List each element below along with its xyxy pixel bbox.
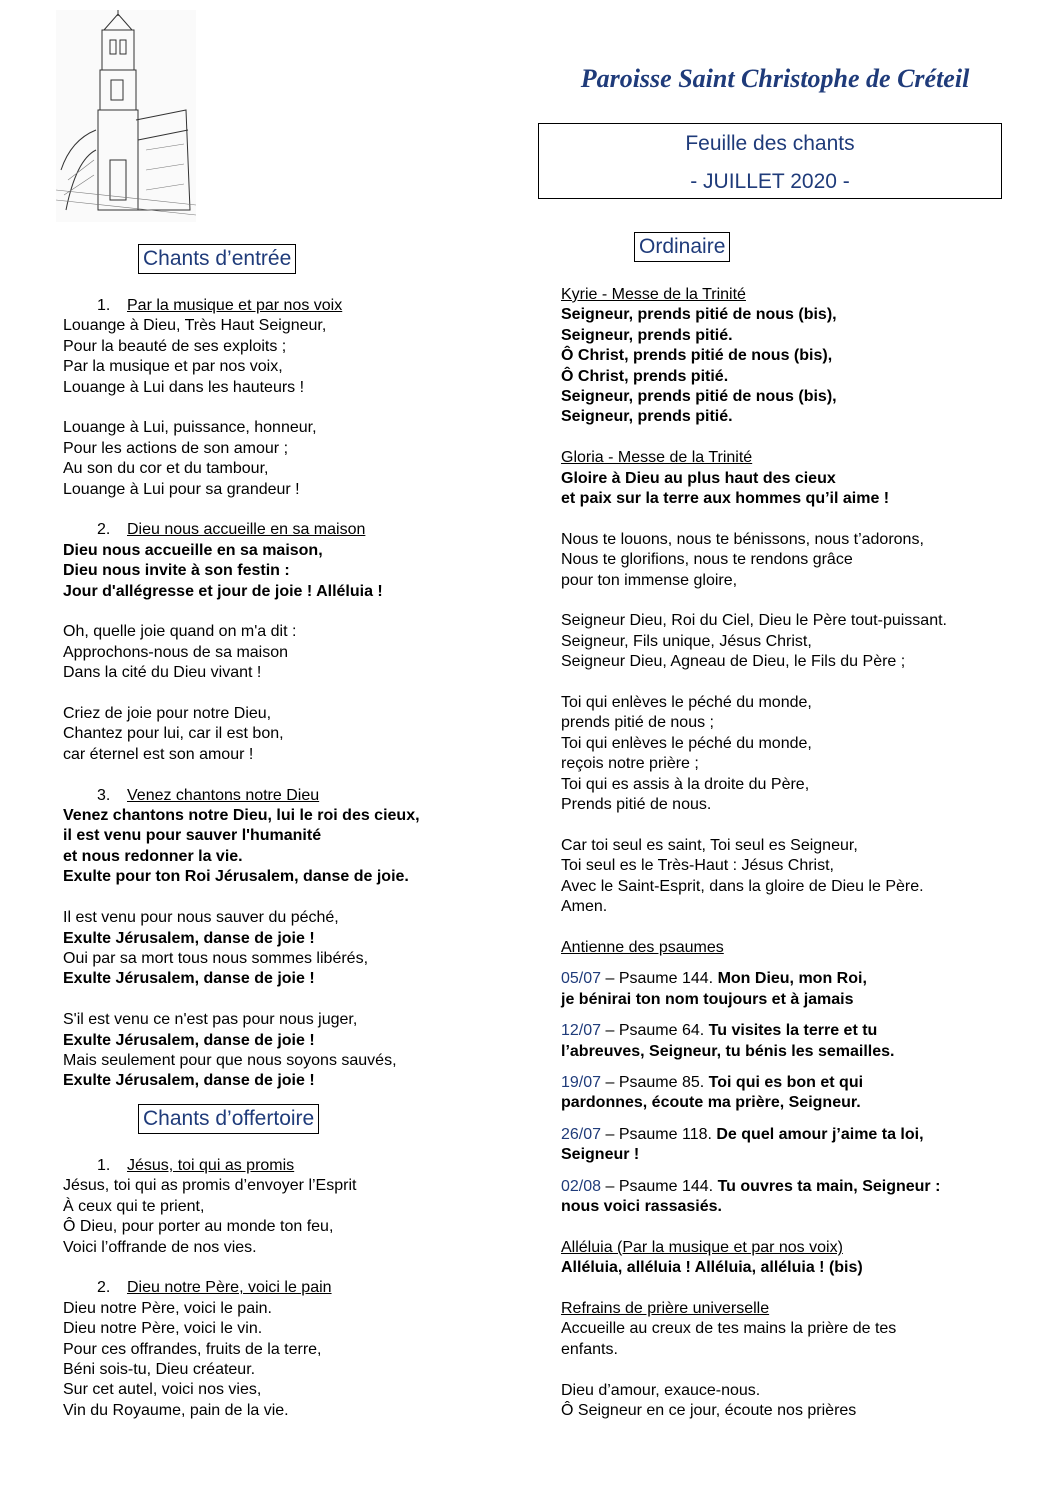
lyric-line: Dieu notre Père, voici le pain. xyxy=(63,1299,272,1317)
refrain-line: Exulte pour ton Roi Jérusalem, danse de joie. xyxy=(63,868,409,886)
refrain-line: Seigneur, prends pitié. xyxy=(561,408,733,426)
lyric-line: Béni sois-tu, Dieu créateur. xyxy=(63,1361,256,1379)
parish-name: Paroisse Saint Christophe de Créteil xyxy=(580,64,970,93)
lyric-line: Louange à Lui pour sa grandeur ! xyxy=(63,480,300,498)
section-ordinaire: Ordinaire xyxy=(634,232,730,262)
lyric-line: Avec le Saint-Esprit, dans la gloire de Dieu le Père. xyxy=(561,877,924,895)
gloria-title: Gloria - Messe de la Trinité xyxy=(561,449,753,467)
lyric-line: Approchons-nous de sa maison xyxy=(63,643,289,661)
refrain-line: Ô Christ, prends pitié de nous (bis), xyxy=(561,347,833,365)
lyric-line: Louange à Lui, puissance, honneur, xyxy=(63,419,317,437)
lyric-line: Pour la beauté de ses exploits ; xyxy=(63,337,287,355)
song-heading: 2. Dieu notre Père, voici le pain xyxy=(97,1279,332,1297)
lyric-line: Pour ces offrandes, fruits de la terre, xyxy=(63,1340,322,1358)
lyric-line: Amen. xyxy=(561,898,608,916)
lyric-line: Mais seulement pour que nous soyons sauvés, xyxy=(63,1051,397,1069)
lyric-line: Oui par sa mort tous nous sommes libérés, xyxy=(63,949,369,967)
refrain-line: Gloire à Dieu au plus haut des cieux xyxy=(561,469,836,487)
refrain-line: Exulte Jérusalem, danse de joie ! xyxy=(63,1072,315,1090)
lyric-line: S'il est venu ce n'est pas pour nous juger, xyxy=(63,1011,358,1029)
lyric-line: Dieu notre Père, voici le vin. xyxy=(63,1320,263,1338)
lyric-line: Nous te louons, nous te bénissons, nous t’adorons, xyxy=(561,530,924,548)
lyric-line: À ceux qui te prient, xyxy=(63,1197,205,1215)
lyric-line: Seigneur Dieu, Roi du Ciel, Dieu le Père tout-puissant. xyxy=(561,612,947,630)
sheet-title-box xyxy=(538,123,1002,199)
lyric-line: Toi qui enlèves le péché du monde, xyxy=(561,694,812,712)
song-heading: 3. Venez chantons notre Dieu xyxy=(97,786,320,804)
lyric-line: Toi qui enlèves le péché du monde, xyxy=(561,734,812,752)
lyric-line: Ô Seigneur en ce jour, écoute nos prières xyxy=(561,1401,857,1419)
refrain-line: Jour d'allégresse et jour de joie ! Alléluia ! xyxy=(63,582,383,600)
refrain-line: Seigneur, prends pitié de nous (bis), xyxy=(561,306,837,324)
lyric-line: Par la musique et par nos voix, xyxy=(63,358,283,376)
lyric-line: Toi qui es assis à la droite du Père, xyxy=(561,775,810,793)
lyric-line: pour ton immense gloire, xyxy=(561,571,738,589)
psaume-entry: 26/07 – Psaume 118. De quel amour j’aime ta loi, Seigneur ! xyxy=(561,1125,924,1164)
section-chants-entree: Chants d’entrée xyxy=(138,244,296,274)
refrain-line: Ô Christ, prends pitié. xyxy=(561,367,729,385)
refrain-line: Venez chantons notre Dieu, lui le roi des cieux, xyxy=(63,807,420,825)
lyric-line: Toi seul es le Très-Haut : Jésus Christ, xyxy=(561,857,834,875)
lyric-line: car éternel est son amour ! xyxy=(63,745,254,763)
lyric-line: Jésus, toi qui as promis d’envoyer l’Esprit xyxy=(63,1177,357,1195)
song-heading: 1. Par la musique et par nos voix xyxy=(97,297,343,314)
alleluia-title: Alléluia (Par la musique et par nos voix) xyxy=(561,1238,843,1256)
refrain-line: et nous redonner la vie. xyxy=(63,847,243,865)
lyric-line: Dieu d’amour, exauce-nous. xyxy=(561,1381,761,1399)
sheet-date: - JUILLET 2020 - xyxy=(690,170,850,193)
lyric-line: Louange à Dieu, Très Haut Seigneur, xyxy=(63,317,327,335)
refrain-line: il est venu pour sauver l'humanité xyxy=(63,827,322,845)
lyric-line: Criez de joie pour notre Dieu, xyxy=(63,705,272,723)
refrain-line: Exulte Jérusalem, danse de joie ! xyxy=(63,929,315,947)
psaume-entry: 05/07 – Psaume 144. Mon Dieu, mon Roi, je bénirai ton nom toujours et à jamais xyxy=(561,970,867,1008)
left-column-entree xyxy=(63,296,420,1092)
lyric-line: Accueille au creux de tes mains la prière de tes xyxy=(561,1320,897,1338)
lyric-line: Pour les actions de son amour ; xyxy=(63,439,289,457)
lyric-line: Oh, quelle joie quand on m'a dit : xyxy=(63,623,297,641)
lyric-line: Seigneur, Fils unique, Jésus Christ, xyxy=(561,632,812,650)
kyrie-title: Kyrie - Messe de la Trinité xyxy=(561,286,746,303)
lyric-line: prends pitié de nous ; xyxy=(561,714,714,732)
refrain-line: Seigneur, prends pitié de nous (bis), xyxy=(561,388,837,406)
psaume-entry: 02/08 – Psaume 144. Tu ouvres ta main, Seigneur : nous voici rassasiés. xyxy=(561,1177,941,1215)
lyric-line: Il est venu pour nous sauver du péché, xyxy=(63,909,339,927)
refrain-line: et paix sur la terre aux hommes qu’il aime ! xyxy=(561,490,890,508)
refrain-line: Exulte Jérusalem, danse de joie ! xyxy=(63,970,315,988)
lyric-line: Nous te glorifions, nous te rendons grâce xyxy=(561,551,853,569)
lyric-line: Sur cet autel, voici nos vies, xyxy=(63,1381,262,1399)
refrain-line: Dieu nous accueille en sa maison, xyxy=(63,541,323,559)
refrain-line: Seigneur, prends pitié. xyxy=(561,326,733,344)
refrain-line: Alléluia, alléluia ! Alléluia, alléluia ! (bis) xyxy=(561,1259,863,1277)
left-column-offertoire xyxy=(63,1156,356,1421)
lyric-line: Seigneur Dieu, Agneau de Dieu, le Fils du Père ; xyxy=(561,653,906,671)
lyric-line: Car toi seul es saint, Toi seul es Seigneur, xyxy=(561,836,858,854)
section-chants-offertoire: Chants d’offertoire xyxy=(138,1104,319,1134)
lyric-line: Voici l’offrande de nos vies. xyxy=(63,1238,257,1256)
lyric-line: Chantez pour lui, car il est bon, xyxy=(63,725,284,743)
refrain-line: Dieu nous invite à son festin : xyxy=(63,562,290,580)
song-heading: 1. Jésus, toi qui as promis xyxy=(97,1157,295,1174)
church-logo xyxy=(56,10,196,222)
right-column xyxy=(561,285,947,1421)
psaume-entry: 19/07 – Psaume 85. Toi qui es bon et qui pardonnes, écoute ma prière, Seigneur. xyxy=(561,1073,864,1112)
lyric-line: Dans la cité du Dieu vivant ! xyxy=(63,664,262,682)
lyric-line: Ô Dieu, pour porter au monde ton feu, xyxy=(63,1218,334,1236)
priere-universelle-title: Refrains de prière universelle xyxy=(561,1299,770,1317)
lyric-line: Au son du cor et du tambour, xyxy=(63,460,269,478)
lyric-line: enfants. xyxy=(561,1340,618,1358)
refrain-line: Exulte Jérusalem, danse de joie ! xyxy=(63,1031,315,1049)
lyric-line: Prends pitié de nous. xyxy=(561,796,712,814)
psaume-entry: 12/07 – Psaume 64. Tu visites la terre et tu l’abreuves, Seigneur, tu bénis les semailles. xyxy=(561,1022,895,1060)
sheet-title: Feuille des chants xyxy=(685,132,855,155)
lyric-line: reçois notre prière ; xyxy=(561,755,699,773)
lyric-line: Vin du Royaume, pain de la vie. xyxy=(63,1401,289,1419)
song-heading: 2. Dieu nous accueille en sa maison xyxy=(97,521,366,539)
psaumes-title: Antienne des psaumes xyxy=(561,938,724,956)
lyric-line: Louange à Lui dans les hauteurs ! xyxy=(63,378,305,396)
